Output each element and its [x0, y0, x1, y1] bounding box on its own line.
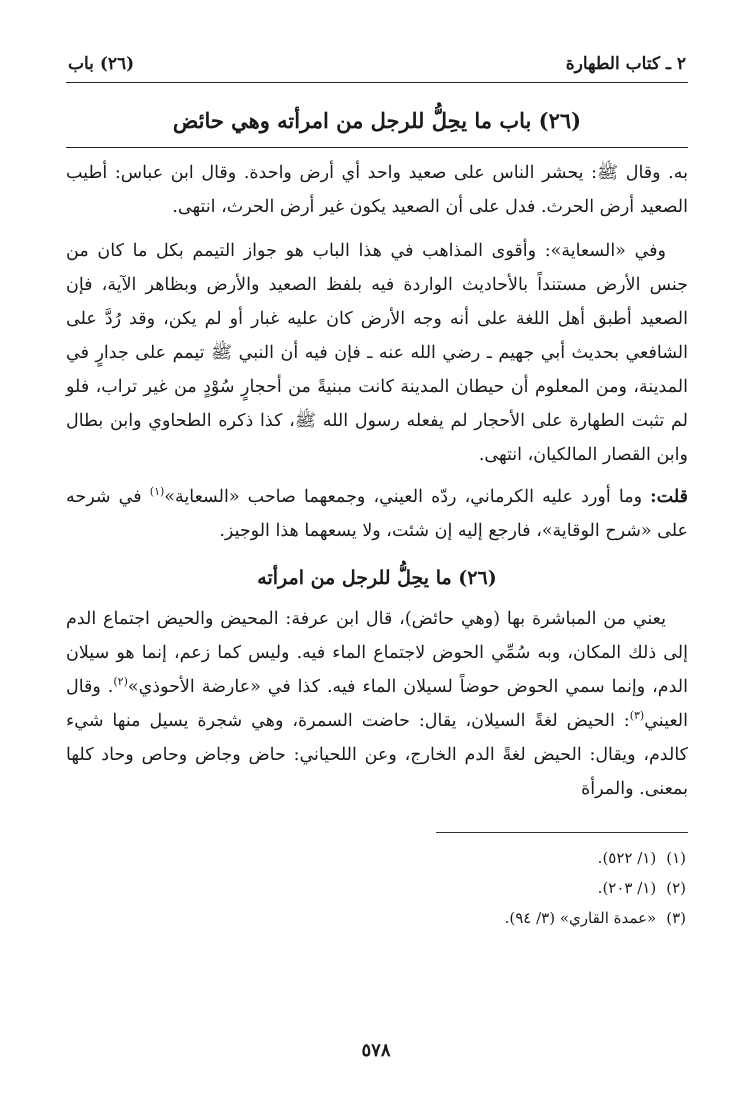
- paragraph-4: [66, 602, 688, 806]
- paragraph-4-text-b: . وقال العيني: [66, 677, 688, 731]
- footnote-ref-1[interactable]: (١): [149, 485, 165, 499]
- section-subheading: (٢٦) ما يحِلُّ للرجل من امرأته: [257, 567, 497, 589]
- running-header: [66, 54, 688, 83]
- book-page: [66, 54, 688, 933]
- footnote-divider: [436, 832, 688, 833]
- footnote-number: (٣): [666, 909, 686, 927]
- chapter-title: (٢٦) باب ما يحِلُّ للرجل من امرأته وهي حائض: [172, 108, 582, 133]
- page-number: ٥٧٨: [361, 1040, 391, 1061]
- footnotes: [66, 843, 688, 933]
- title-divider: [66, 147, 688, 148]
- footnote-number: (٢): [666, 879, 686, 897]
- paragraph-2: وفي «السعاية»: وأقوى المذاهب في هذا الباب هو جواز التيمم بكل ما كان من جنس الأرض مستنداً بالأحاديث الواردة فيه بلفظ الصعيد والأرض وبظاهر الآية، فإن الصعيد أطبق أهل اللغة على أنه وجه الأرض كان عليه غبار أو لم يكن، وقد رُدَّ على الشافعي بحديث أبي جهيم ـ رضي الله عنه ـ فإن فيه أن النبي ﷺ تيمم على جدارٍ في المدينة، ومن المعلوم أن حيطان المدينة كانت مبنيةً من أحجارٍ سُوْدٍ من غير تراب، فلو لم تثبت الطهارة على الأحجار لم يفعله رسول الله ﷺ، كذا ذكره الطحاوي وابن بطال وابن القصار المالكيان، انتهى.: [66, 241, 688, 465]
- footnote-text: (١/ ٥٢٢).: [597, 849, 657, 867]
- qultu-label: قلت:: [650, 487, 688, 507]
- footnote-ref-2[interactable]: (٢): [113, 675, 128, 689]
- header-book-title: ٢ ـ كتاب الطهارة: [565, 54, 686, 74]
- paragraph-3-text-b: في شرحه على «شرح الوقاية»، فارجع إليه إن شئت، ولا يسعهما هذا الوجيز.: [66, 487, 688, 541]
- paragraph-1: به. وقال ﷺ: يحشر الناس على صعيد واحد أي أرض واحدة. وقال ابن عباس: أطيب الصعيد أرض الحرث. فدل على أن الصعيد يكون غير أرض الحرث، انتهى.: [66, 163, 688, 217]
- footnote-text: «عمدة القاري» (٣/ ٩٤).: [504, 909, 657, 927]
- header-chapter-number: (٢٦) باب: [68, 54, 135, 74]
- paragraph-3-text-a: وما أورد عليه الكرماني، ردّه العيني، وجمعهما صاحب «السعاية»: [164, 487, 651, 507]
- footnote-2: [66, 873, 688, 903]
- footnote-3: [66, 903, 688, 933]
- footnote-1: [66, 843, 688, 873]
- paragraph-4-text-c: : الحيض لغةً السيلان، يقال: حاضت السمرة، وهي شجرة يسيل منها شيء كالدم، ويقال: الحيض لغةً الدم الخارج، وعن اللحياني: حاض وجاض وحاص وحاد كلها بمعنى. والمرأة: [66, 711, 688, 799]
- footnote-number: (١): [666, 849, 686, 867]
- paragraph-3: [66, 480, 688, 548]
- footnote-text: (١/ ٢٠٣).: [597, 879, 657, 897]
- paragraph-4-text-a: يعني من المباشرة بها (وهي حائض)، قال ابن عرفة: المحيض والحيض اجتماع الدم إلى ذلك المكان، وبه سُمِّي الحوض لاجتماع الماء فيه. وليس كما زعم، إنما هو سيلان الدم، وإنما سمي الحوض حوضاً لسيلان الماء فيه. كذا في «عارضة الأحوذي»: [66, 609, 688, 697]
- footnote-ref-3[interactable]: (٣): [629, 709, 645, 723]
